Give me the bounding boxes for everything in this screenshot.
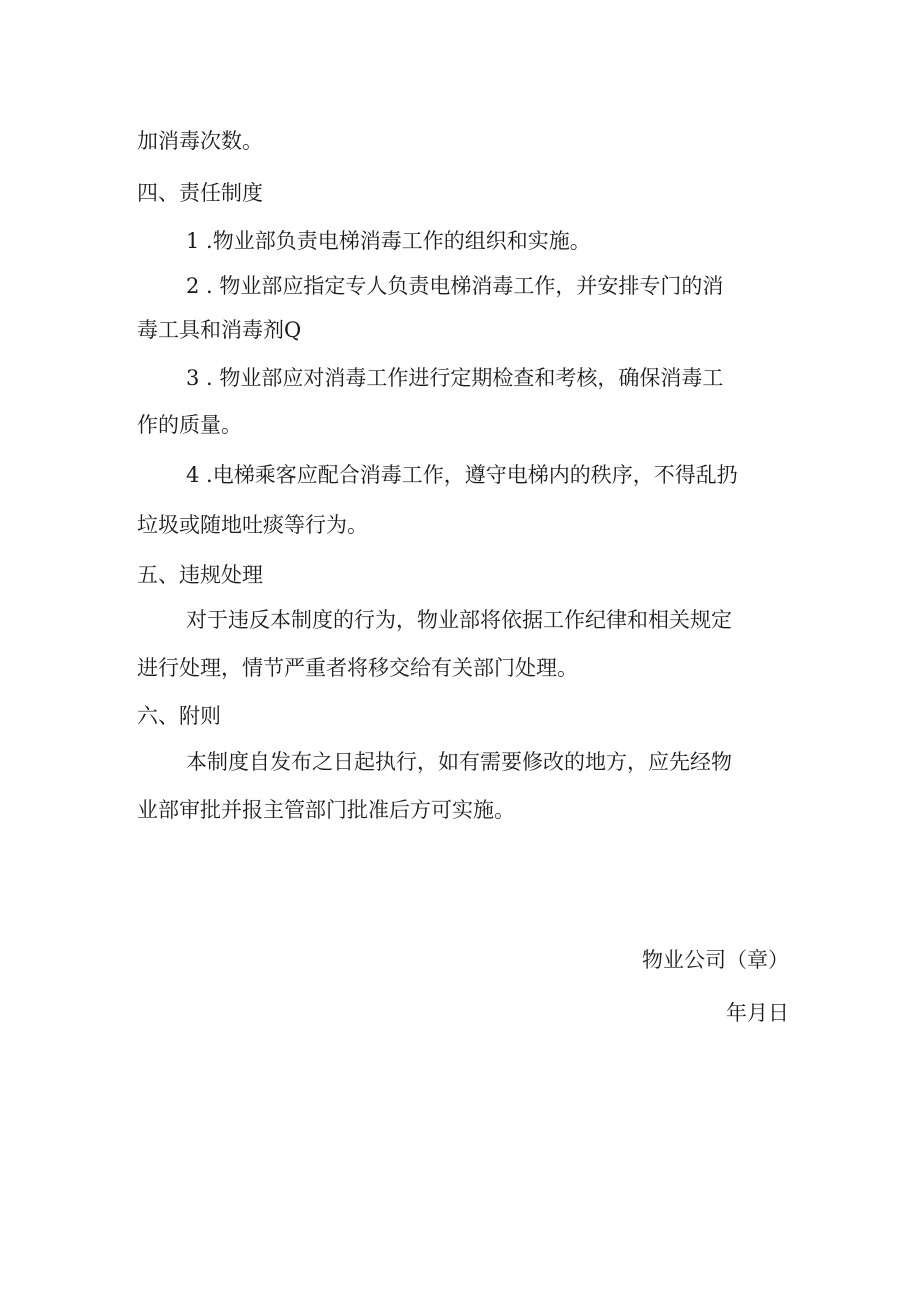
violation-paragraph-line-1: 对于违反本制度的行为，物业部将依据工作纪律和相关规定 <box>186 608 732 632</box>
signature-company: 物业公司（章） <box>642 948 789 972</box>
responsibility-item-4-line-1: 4 .电梯乘客应配合消毒工作，遵守电梯内的秩序，不得乱扔 <box>186 463 738 487</box>
responsibility-item-3-line-1: 3 . 物业部应对消毒工作进行定期检查和考核，确保消毒工 <box>186 366 724 390</box>
supplementary-paragraph-line-2: 业部审批并报主管部门批准后方可实施。 <box>137 798 515 822</box>
responsibility-item-3-line-2: 作的质量。 <box>137 413 242 437</box>
continuation-text: 加消毒次数。 <box>137 129 263 153</box>
section-heading-violation: 五、违规处理 <box>137 563 263 587</box>
responsibility-item-2-line-2: 毒工具和消毒剂Q <box>137 318 302 342</box>
supplementary-paragraph-line-1: 本制度自发布之日起执行，如有需要修改的地方，应先经物 <box>186 750 732 774</box>
responsibility-item-1: 1 .物业部负责电梯消毒工作的组织和实施。 <box>186 229 591 253</box>
section-heading-supplementary: 六、附则 <box>137 704 221 728</box>
violation-paragraph-line-2: 进行处理，情节严重者将移交给有关部门处理。 <box>137 656 578 680</box>
responsibility-item-4-line-2: 垃圾或随地吐痰等行为。 <box>137 513 368 537</box>
responsibility-item-2-line-1: 2 . 物业部应指定专人负责电梯消毒工作，并安排专门的消 <box>186 274 724 298</box>
section-heading-responsibility: 四、责任制度 <box>137 181 263 205</box>
signature-date: 年月日 <box>726 1001 789 1025</box>
